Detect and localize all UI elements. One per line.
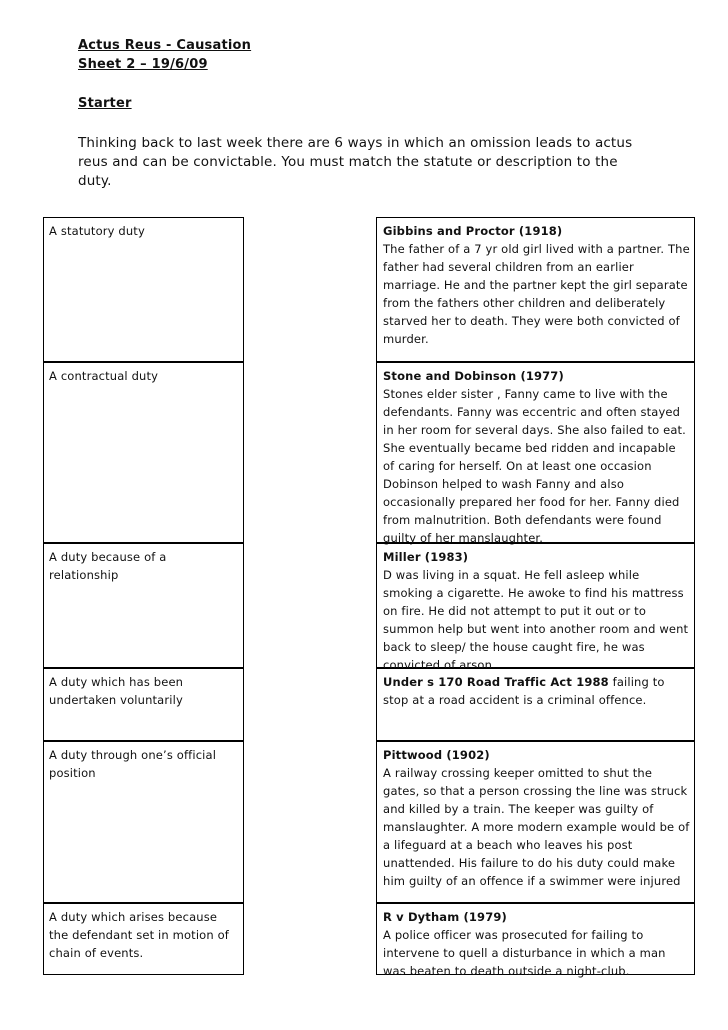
duty-box-voluntary — [43, 668, 244, 741]
case-box-dytham — [376, 903, 695, 978]
duty-label: A duty because of a relationship — [49, 550, 167, 582]
case-text: failing to stop at a road accident is a criminal offence. — [383, 675, 665, 707]
document-title: Actus Reus - Causation — [78, 38, 252, 53]
duty-box-chain-of-events — [43, 903, 244, 975]
duty-label: A statutory duty — [49, 224, 145, 238]
duty-box-relationship — [43, 543, 244, 668]
case-title: R v Dytham (1979) — [383, 910, 507, 924]
case-box-pittwood — [376, 741, 695, 903]
case-text: A police officer was prosecuted for failing to intervene to quell a disturbance in which a man was beaten to death outside a night-club. — [383, 928, 666, 978]
duty-label: A contractual duty — [49, 369, 159, 383]
case-title: Stone and Dobinson (1977) — [383, 369, 564, 383]
case-box-gibbins-proctor — [376, 217, 695, 362]
duty-label: A duty through one’s official position — [49, 748, 217, 780]
case-text: Stones elder sister , Fanny came to live with the defendants. Fanny was eccentric and often stayed in her room for several days. She also failed to eat. She eventually became bed ridden and incapable of caring for herself. On at least one occasion Dobinson helped to wash Fanny and also occasionally prepared her food for her. Fanny died from malnutrition. Both defendants were found guilty of her manslaughter. — [383, 387, 686, 545]
duty-label: A duty which arises because the defendant set in motion of chain of events. — [49, 910, 229, 960]
case-title: Gibbins and Proctor (1918) — [383, 224, 563, 238]
case-title: Pittwood (1902) — [383, 748, 490, 762]
case-title: Under s 170 Road Traffic Act 1988 — [383, 675, 609, 689]
case-box-miller — [376, 543, 695, 672]
duty-label: A duty which has been undertaken voluntarily — [49, 675, 184, 707]
case-box-stone-dobinson — [376, 362, 695, 543]
duty-box-statutory — [43, 217, 244, 362]
case-box-road-traffic-act — [376, 668, 695, 741]
case-text: The father of a 7 yr old girl lived with a partner. The father had several children from an earlier marriage. He and the partner kept the girl separate from the fathers other children and deliberately starved her to death. They were both convicted of murder. — [383, 242, 690, 346]
duty-box-contractual — [43, 362, 244, 543]
case-text: D was living in a squat. He fell asleep while smoking a cigarette. He awoke to find his mattress on fire. He did not attempt to put it out or to summon help but went into another room and went back to sleep/ the house caught fire, he was convicted of arson. — [383, 568, 689, 672]
instructions-paragraph: Thinking back to last week there are 6 ways in which an omission leads to actus reus and can be convictable. You must match the statute or description to the duty. — [78, 135, 633, 189]
duty-box-official-position — [43, 741, 244, 903]
starter-heading: Starter — [78, 96, 132, 111]
sheet-date: Sheet 2 – 19/6/09 — [78, 57, 208, 72]
case-text: A railway crossing keeper omitted to shut the gates, so that a person crossing the line was struck and killed by a train. The keeper was guilty of manslaughter. A more modern example would be of a lifeguard at a beach who leaves his post unattended. His failure to do his duty could make him guilty of an offence if a swimmer were injured — [383, 766, 690, 888]
case-title: Miller (1983) — [383, 550, 469, 564]
